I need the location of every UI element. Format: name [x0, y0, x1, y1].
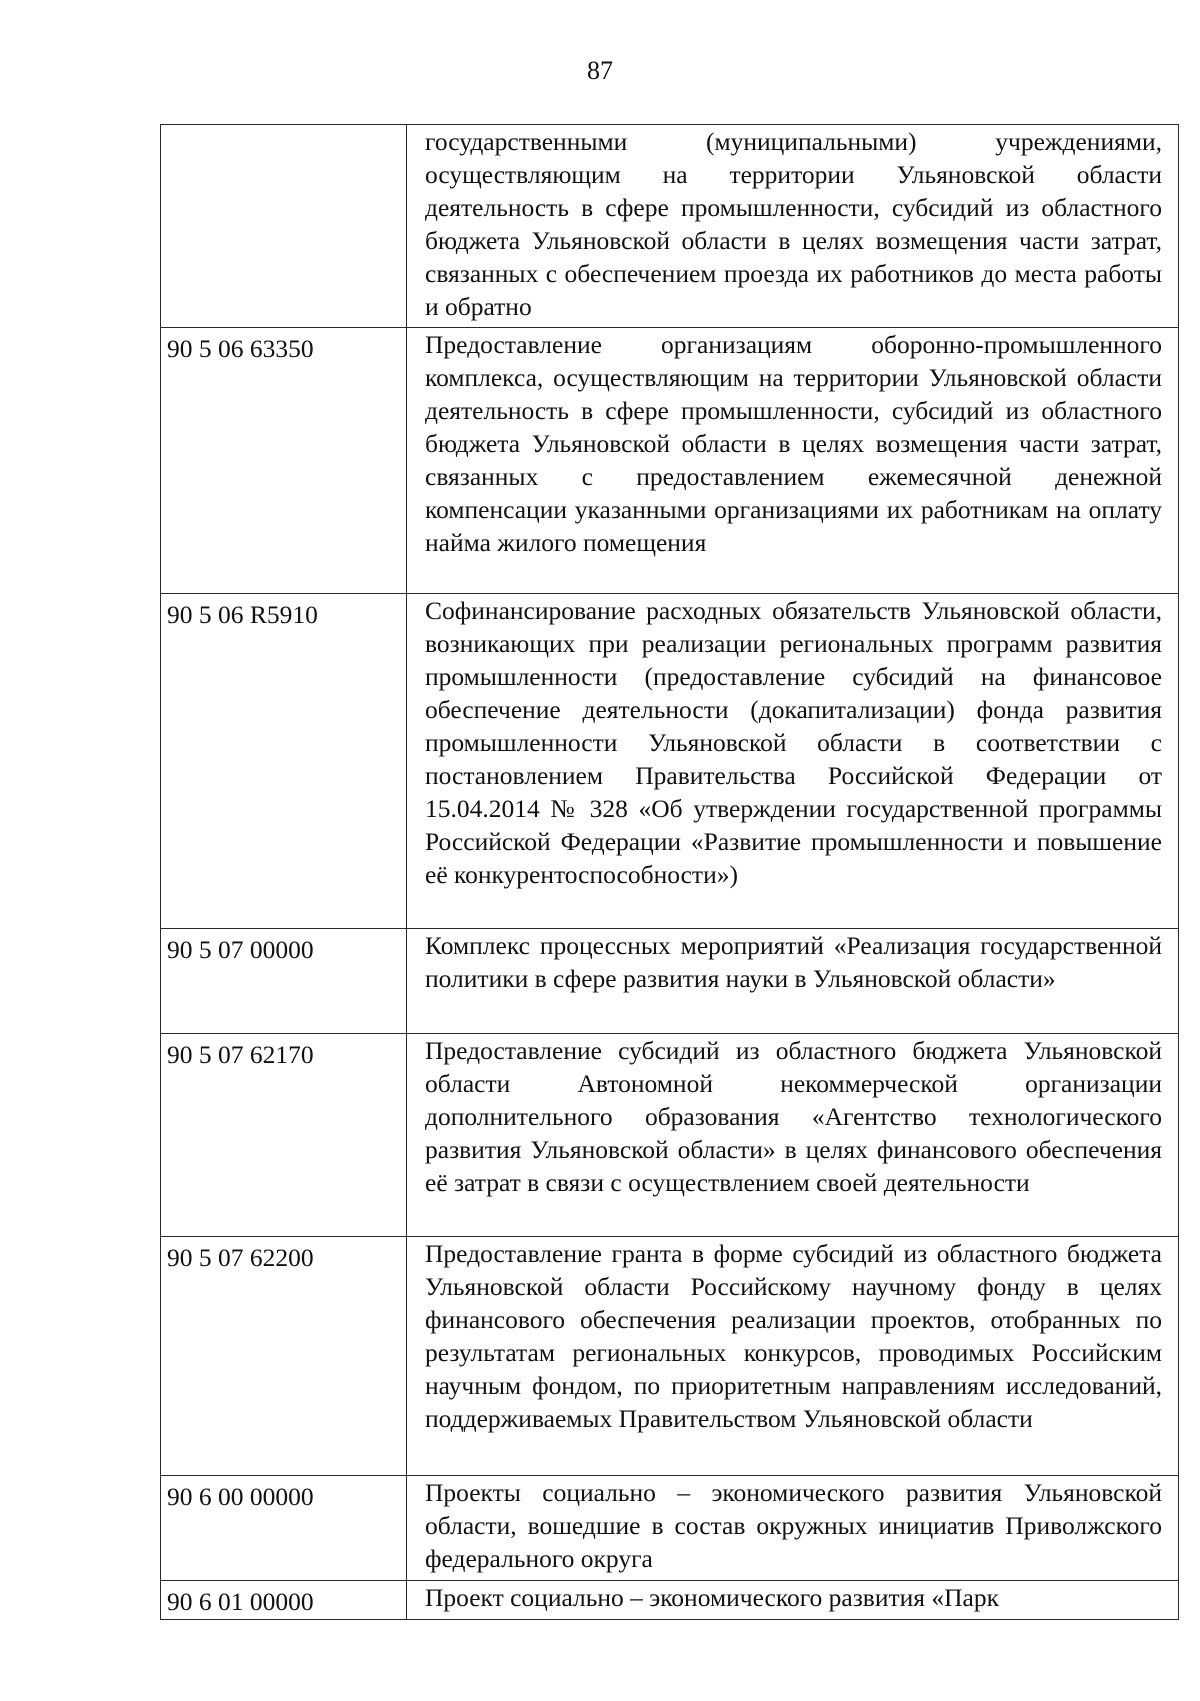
expense-description: Проект социально – экономического развития «Парк	[407, 1581, 1179, 1620]
expense-description: Проекты социально – экономического развития Ульяновской области, вошедшие в состав окружных инициатив Приволжского федерального округа	[407, 1476, 1179, 1581]
table-row	[161, 1237, 1179, 1476]
target-article-code: 90 5 07 00000	[161, 929, 407, 1034]
table-row	[161, 1034, 1179, 1237]
expense-description: Предоставление организациям оборонно-промышленного комплекса, осуществляющим на территории Ульяновской области деятельность в сфере промышленности, субсидий из областного бюджета Ульяновской области в целях возмещения части затрат, связанных с предоставлением ежемесячной денежной компенсации указанными организациями их работникам на оплату найма жилого помещения	[407, 328, 1179, 594]
target-article-code: 90 6 01 00000	[161, 1581, 407, 1620]
budget-classification-table	[160, 124, 1179, 1620]
table-row	[161, 1581, 1179, 1620]
target-article-code: 90 5 06 63350	[161, 328, 407, 594]
target-article-code: 90 5 07 62200	[161, 1237, 407, 1476]
table-row	[161, 328, 1179, 594]
target-article-code: 90 5 07 62170	[161, 1034, 407, 1237]
page-number: 87	[587, 56, 613, 85]
target-article-code: 90 5 06 R5910	[161, 594, 407, 929]
expense-description: Предоставление субсидий из областного бюджета Ульяновской области Автономной некоммерческой организации дополнительного образования «Агентство технологического развития Ульяновской области» в целях финансового обеспечения её затрат в связи с осуществлением своей деятельности	[407, 1034, 1179, 1237]
expense-description: государственными (муниципальными) учреждениями, осуществляющим на территории Ульяновской области деятельность в сфере промышленности, субсидий из областного бюджета Ульяновской области в целях возмещения части затрат, связанных с обеспечением проезда их работников до места работы и обратно	[407, 125, 1179, 328]
table-row	[161, 594, 1179, 929]
target-article-code	[161, 125, 407, 328]
target-article-code: 90 6 00 00000	[161, 1476, 407, 1581]
table-row	[161, 1476, 1179, 1581]
expense-description: Софинансирование расходных обязательств Ульяновской области, возникающих при реализации региональных программ развития промышленности (предоставление субсидий на финансовое обеспечение деятельности (докапитализации) фонда развития промышленности Ульяновской области в соответствии с постановлением Правительства Российской Федерации от 15.04.2014 № 328 «Об утверждении государственной программы Российской Федерации «Развитие промышленности и повышение её конкурентоспособности»)	[407, 594, 1179, 929]
expense-description: Комплекс процессных мероприятий «Реализация государственной политики в сфере развития науки в Ульяновской области»	[407, 929, 1179, 1034]
table-row	[161, 125, 1179, 328]
table-row	[161, 929, 1179, 1034]
expense-description: Предоставление гранта в форме субсидий из областного бюджета Ульяновской области Российскому научному фонду в целях финансового обеспечения реализации проектов, отобранных по результатам региональных конкурсов, проводимых Российским научным фондом, по приоритетным направлениям исследований, поддерживаемых Правительством Ульяновской области	[407, 1237, 1179, 1476]
